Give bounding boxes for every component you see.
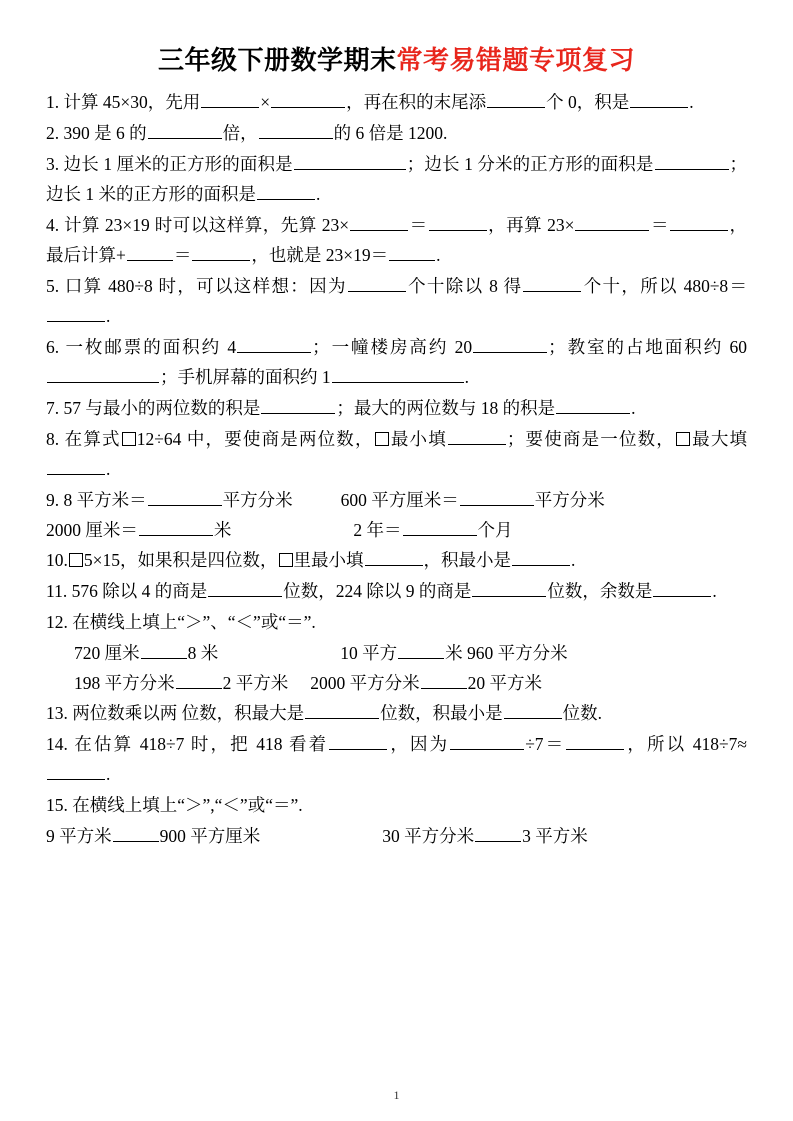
q9-text-a: 9. 8 平方米＝ bbox=[46, 490, 147, 510]
box-icon bbox=[122, 432, 136, 446]
q13-text-c: 位数. bbox=[562, 703, 602, 723]
q11-text-c: 位数，余数是 bbox=[547, 581, 653, 601]
answer-blank[interactable] bbox=[421, 671, 467, 689]
q9-text-d: 平方分米 bbox=[534, 490, 605, 510]
answer-blank[interactable] bbox=[148, 488, 222, 506]
answer-blank[interactable] bbox=[655, 152, 729, 170]
q4-text-d: ＝ bbox=[650, 215, 669, 235]
page-title-black: 三年级下册数学期末 bbox=[157, 46, 397, 75]
q12-l1-a: 720 厘米 bbox=[74, 643, 140, 663]
q6-text-b: ；一幢楼房高约 20 bbox=[312, 337, 473, 357]
answer-blank[interactable] bbox=[429, 213, 487, 231]
q4-text-a: 4. 计算 23×19 时可以这样算，先算 23× bbox=[46, 215, 350, 235]
q6-text-e: . bbox=[464, 367, 469, 387]
answer-blank[interactable] bbox=[261, 396, 335, 414]
answer-blank[interactable] bbox=[670, 213, 728, 231]
question-15-line-1 bbox=[46, 821, 747, 851]
q10-text-a: 10. bbox=[46, 550, 68, 570]
q6-text-a: 6. 一枚邮票的面积约 4 bbox=[46, 337, 237, 357]
question-12-line-1 bbox=[46, 638, 747, 668]
q12-l1-c: 10 平方 bbox=[340, 643, 398, 663]
q7-text-b: ；最大的两位数与 18 的积是 bbox=[336, 398, 556, 418]
answer-blank[interactable] bbox=[332, 365, 464, 383]
q9-text-c: 600 平方厘米＝ bbox=[340, 490, 459, 510]
q4-text-e: ，最后计算+ bbox=[46, 215, 747, 265]
question-9-line-1 bbox=[46, 485, 747, 515]
answer-blank[interactable] bbox=[148, 121, 222, 139]
answer-blank[interactable] bbox=[365, 548, 423, 566]
q4-text-g: ，也就是 23×19＝ bbox=[251, 245, 389, 265]
q6-text-d: ；手机屏幕的面积约 1 bbox=[160, 367, 331, 387]
q2-text-a: 2. 390 是 6 的 bbox=[46, 123, 147, 143]
box-icon bbox=[279, 553, 293, 567]
page-number: 1 bbox=[393, 1088, 400, 1102]
answer-blank[interactable] bbox=[512, 548, 570, 566]
q12-head: 12. 在横线上填上“＞”、“＜”或“＝”. bbox=[46, 612, 316, 632]
answer-blank[interactable] bbox=[237, 335, 311, 353]
q15-l1-a: 9 平方米 bbox=[46, 826, 112, 846]
q3-text-b: ；边长 1 分米的正方形的面积是 bbox=[406, 154, 654, 174]
q14-text-d: ，所以 418÷7≈ bbox=[625, 734, 748, 754]
q14-text-b: ，因为 bbox=[388, 734, 450, 754]
q15-l1-b: 900 平方厘米 bbox=[159, 826, 261, 846]
question-7 bbox=[46, 393, 747, 423]
answer-blank[interactable] bbox=[504, 701, 562, 719]
q12-l1-d: 米 960 平方分米 bbox=[445, 643, 568, 663]
q8-text-d: ；要使商是一位数， bbox=[506, 429, 675, 449]
q8-text-a: 8. 在算式 bbox=[46, 429, 121, 449]
answer-blank[interactable] bbox=[398, 641, 444, 659]
q8-text-f: . bbox=[106, 459, 111, 479]
q12-l2-c: 2000 平方分米 bbox=[310, 673, 420, 693]
answer-blank[interactable] bbox=[47, 762, 105, 780]
q10-text-c: 里最小填 bbox=[293, 550, 364, 570]
q14-text-a: 14. 在估算 418÷7 时，把 418 看着 bbox=[46, 734, 329, 754]
answer-blank[interactable] bbox=[653, 579, 711, 597]
q8-text-b: 12÷64 中，要使商是两位数， bbox=[136, 429, 374, 449]
answer-blank[interactable] bbox=[208, 579, 282, 597]
q11-text-b: 位数，224 除以 9 的商是 bbox=[283, 581, 472, 601]
question-1 bbox=[46, 87, 747, 117]
q7-text-c: . bbox=[631, 398, 636, 418]
q4-text-h: . bbox=[436, 245, 441, 265]
q9-text-f: 米 bbox=[213, 520, 232, 540]
q2-text-c: 的 6 倍是 1200. bbox=[333, 123, 448, 143]
question-10 bbox=[46, 545, 747, 575]
answer-blank[interactable] bbox=[403, 518, 477, 536]
page-title bbox=[46, 40, 747, 77]
q3-text-d: . bbox=[316, 184, 321, 204]
q8-text-c: 最小填 bbox=[389, 429, 447, 449]
q12-l2-a: 198 平方分米 bbox=[74, 673, 175, 693]
answer-blank[interactable] bbox=[473, 335, 547, 353]
q12-l2-d: 20 平方米 bbox=[467, 673, 542, 693]
question-11 bbox=[46, 576, 747, 606]
answer-blank[interactable] bbox=[259, 121, 333, 139]
answer-blank[interactable] bbox=[305, 701, 379, 719]
box-icon bbox=[375, 432, 389, 446]
q8-text-e: 最大填 bbox=[690, 429, 748, 449]
q9-text-h: 个月 bbox=[477, 520, 513, 540]
answer-blank[interactable] bbox=[47, 304, 105, 322]
question-13 bbox=[46, 698, 747, 728]
question-6 bbox=[46, 332, 747, 392]
answer-blank[interactable] bbox=[113, 824, 159, 842]
answer-blank[interactable] bbox=[47, 457, 105, 475]
answer-blank[interactable] bbox=[389, 243, 435, 261]
answer-blank[interactable] bbox=[127, 243, 173, 261]
question-2 bbox=[46, 118, 747, 148]
q5-text-b: 个十除以 8 得 bbox=[406, 276, 523, 296]
answer-blank[interactable] bbox=[329, 732, 387, 750]
answer-blank[interactable] bbox=[460, 488, 534, 506]
q13-text-a: 13. 两位数乘以两 位数，积最大是 bbox=[46, 703, 305, 723]
answer-blank[interactable] bbox=[450, 732, 524, 750]
answer-blank[interactable] bbox=[139, 518, 213, 536]
question-14 bbox=[46, 729, 747, 789]
answer-blank[interactable] bbox=[257, 182, 315, 200]
question-4 bbox=[46, 210, 747, 270]
page-title-red: 常考易错题专项复习 bbox=[396, 46, 636, 75]
box-icon bbox=[676, 432, 690, 446]
answer-blank[interactable] bbox=[475, 824, 521, 842]
q13-text-b: 位数，积最小是 bbox=[380, 703, 503, 723]
q12-l2-b: 2 平方米 bbox=[222, 673, 289, 693]
q11-text-d: . bbox=[712, 581, 717, 601]
q1-text-d: 个 0，积是 bbox=[546, 92, 630, 112]
q4-text-b: ＝ bbox=[409, 215, 428, 235]
question-12-line-2 bbox=[46, 668, 747, 698]
q10-text-e: . bbox=[571, 550, 576, 570]
q9-text-b: 平方分米 bbox=[222, 490, 293, 510]
answer-blank[interactable] bbox=[566, 732, 624, 750]
q4-text-c: ，再算 23× bbox=[487, 215, 575, 235]
q12-l1-b: 8 米 bbox=[187, 643, 219, 663]
q9-text-g: 2 年＝ bbox=[353, 520, 402, 540]
q5-text-a: 5. 口算 480÷8 时，可以这样想：因为 bbox=[46, 276, 347, 296]
question-3 bbox=[46, 149, 747, 209]
box-icon bbox=[69, 553, 83, 567]
answer-blank[interactable] bbox=[472, 579, 546, 597]
q5-text-c: 个十，所以 480÷8＝ bbox=[582, 276, 748, 296]
answer-blank[interactable] bbox=[348, 274, 406, 292]
q1-text-e: . bbox=[689, 92, 694, 112]
answer-blank[interactable] bbox=[575, 213, 649, 231]
q3-text-c: ；边长 1 米的正方形的面积是 bbox=[46, 154, 747, 204]
q1-text-c: ，再在积的末尾添 bbox=[346, 92, 487, 112]
answer-blank[interactable] bbox=[271, 90, 345, 108]
answer-blank[interactable] bbox=[141, 641, 187, 659]
q4-text-f: ＝ bbox=[173, 245, 192, 265]
question-15 bbox=[46, 790, 747, 820]
q10-text-b: 5×15，如果积是四位数， bbox=[83, 550, 278, 570]
answer-blank[interactable] bbox=[556, 396, 630, 414]
answer-blank[interactable] bbox=[201, 90, 259, 108]
q10-text-d: ，积最小是 bbox=[423, 550, 511, 570]
q15-l1-d: 3 平方米 bbox=[522, 826, 588, 846]
answer-blank[interactable] bbox=[523, 274, 581, 292]
q11-text-a: 11. 576 除以 4 的商是 bbox=[46, 581, 208, 601]
q14-text-c: ÷7＝ bbox=[525, 734, 566, 754]
q7-text-a: 7. 57 与最小的两位数的积是 bbox=[46, 398, 261, 418]
answer-blank[interactable] bbox=[487, 90, 545, 108]
q6-text-c: ；教室的占地面积约 60 bbox=[548, 337, 748, 357]
question-5 bbox=[46, 271, 747, 331]
q1-text-a: 1. 计算 45×30，先用 bbox=[46, 92, 201, 112]
question-9-line-2 bbox=[46, 515, 747, 545]
answer-blank[interactable] bbox=[630, 90, 688, 108]
q9-text-e: 2000 厘米＝ bbox=[46, 520, 138, 540]
q2-text-b: 倍， bbox=[222, 123, 258, 143]
answer-blank[interactable] bbox=[47, 365, 159, 383]
answer-blank[interactable] bbox=[192, 243, 250, 261]
q14-text-e: . bbox=[106, 764, 111, 784]
answer-blank[interactable] bbox=[350, 213, 408, 231]
answer-blank[interactable] bbox=[176, 671, 222, 689]
q15-head: 15. 在横线上填上“＞”,“＜”或“＝”. bbox=[46, 795, 303, 815]
answer-blank[interactable] bbox=[448, 427, 506, 445]
q15-l1-c: 30 平方分米 bbox=[382, 826, 475, 846]
question-8 bbox=[46, 424, 747, 484]
answer-blank[interactable] bbox=[294, 152, 406, 170]
q5-text-d: . bbox=[106, 306, 111, 326]
q3-text-a: 3. 边长 1 厘米的正方形的面积是 bbox=[46, 154, 293, 174]
question-12 bbox=[46, 607, 747, 637]
q1-text-b: × bbox=[260, 92, 271, 112]
